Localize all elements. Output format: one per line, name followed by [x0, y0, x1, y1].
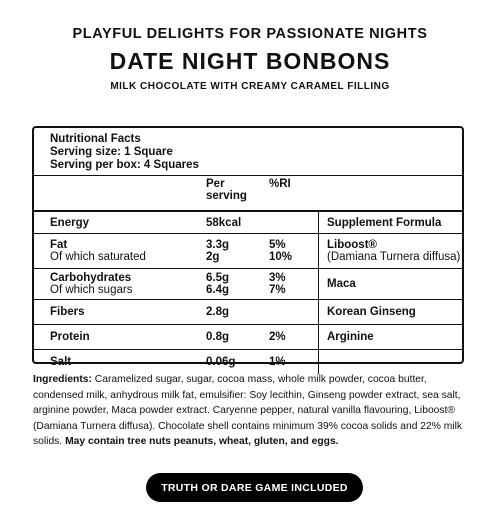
energy-ri: [269, 211, 319, 234]
product-title: DATE NIGHT BONBONS: [109, 48, 391, 74]
table-row: [34, 325, 462, 350]
tagline: PLAYFUL DELIGHTS FOR PASSIONATE NIGHTS: [72, 26, 428, 42]
protein-label: Protein: [34, 325, 206, 350]
nutrition-header: [34, 128, 462, 176]
supplement-title: Supplement Formula: [319, 211, 463, 234]
maca-label: Maca: [319, 269, 463, 300]
protein-ri: 2%: [269, 325, 319, 350]
nutrition-panel: [32, 126, 464, 368]
saturated-label: Of which saturated: [50, 251, 146, 263]
ri-header: %RI: [269, 178, 291, 190]
table-row: [34, 350, 462, 375]
fibers-value: 2.8g: [206, 300, 269, 325]
game-included-label: TRUTH OR DARE GAME INCLUDED: [161, 481, 348, 494]
table-row: [34, 269, 462, 300]
sugars-value: 6.4g: [206, 284, 230, 296]
fat-value: 3.3g: [206, 239, 230, 251]
fibers-ri: [269, 300, 319, 325]
table-row: [34, 211, 462, 234]
salt-label: Salt: [34, 350, 206, 375]
serving-per-box: Serving per box: 4 Squares: [50, 159, 199, 171]
product-subtitle: MILK CHOCOLATE WITH CREAMY CARAMEL FILLING: [110, 81, 390, 92]
game-included-badge: [146, 473, 363, 502]
fibers-label: Fibers: [34, 300, 206, 325]
fat-ri: 5%: [269, 239, 286, 251]
salt-ri: 1%: [269, 350, 319, 375]
sugars-label: Of which sugars: [50, 284, 133, 296]
carbs-label: Carbohydrates: [50, 272, 132, 284]
salt-value: 0.06g: [206, 350, 269, 375]
arginine-label: Arginine: [319, 325, 463, 350]
table-header-row: [34, 176, 462, 211]
table-row: [34, 234, 462, 269]
per-serving-header: Per serving: [206, 178, 247, 202]
allergen-warning: May contain tree nuts peanuts, wheat, gluten, and eggs.: [65, 436, 339, 448]
liboost-label: Liboost®: [327, 239, 377, 251]
saturated-value: 2g: [206, 251, 220, 263]
ingredients-list: Caramelized sugar, sugar, cocoa mass, whole milk powder, cocoa butter, condensed milk, anhydrous milk fat, emulsifier: Soy lecithin, Ginseng powder extract, sea salt, arginine powder, Maca powder extract. Caryenne pepper, natural vanilla flavouring, Liboost® (Damiana Turnera diffusa). Chocolate shell contains minimum 39% cocoa solids and 22% milk solids.: [33, 374, 463, 448]
carbs-ri: 3%: [269, 272, 286, 284]
serving-size: Serving size: 1 Square: [50, 146, 173, 158]
header: [0, 26, 500, 92]
ingredients-label: Ingredients:: [33, 374, 92, 385]
energy-value: 58kcal: [206, 211, 269, 234]
energy-label: Energy: [34, 211, 206, 234]
protein-value: 0.8g: [206, 325, 269, 350]
nutrition-title: Nutritional Facts: [50, 133, 141, 145]
saturated-ri: 10%: [269, 251, 293, 263]
table-row: [34, 300, 462, 325]
ingredients-text: [33, 372, 473, 450]
nutrition-table: [34, 176, 462, 374]
carbs-value: 6.5g: [206, 272, 230, 284]
liboost-detail: (Damiana Turnera diffusa): [327, 251, 461, 263]
ginseng-label: Korean Ginseng: [319, 300, 463, 325]
fat-label: Fat: [50, 239, 68, 251]
sugars-ri: 7%: [269, 284, 286, 296]
